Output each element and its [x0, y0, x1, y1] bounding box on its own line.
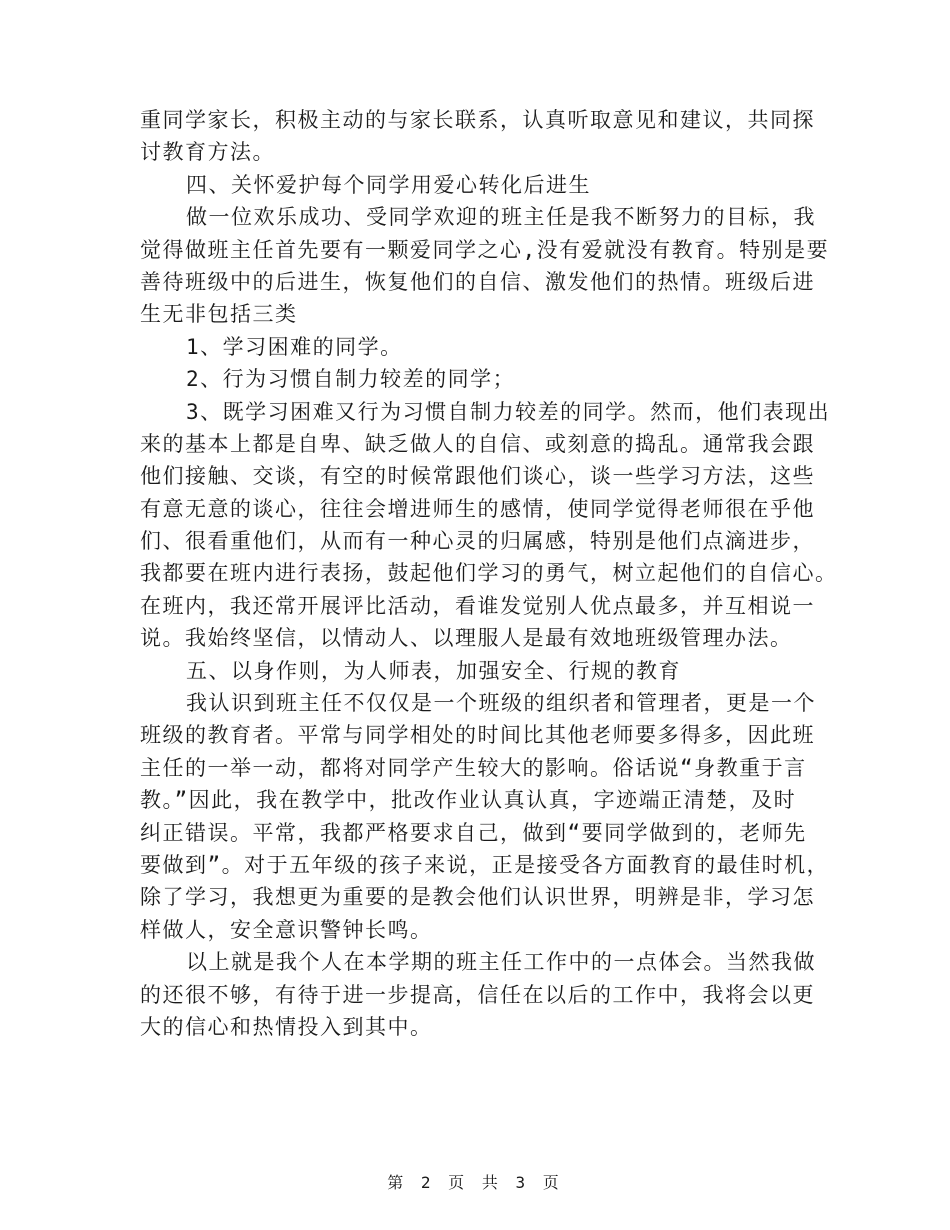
text-line: 来的基本上都是自卑、缺乏做人的自信、或刻意的捣乱。通常我会跟: [140, 431, 815, 456]
text-line: 以上就是我个人在本学期的班主任工作中的一点体会。当然我做: [186, 950, 816, 975]
text-line: 有意无意的谈心，往往会增进师生的感情，使同学觉得老师很在乎他: [140, 496, 815, 521]
text-line: 说。我始终坚信，以情动人、以理服人是最有效地班级管理办法。: [140, 626, 793, 651]
text-line: 做一位欢乐成功、受同学欢迎的班主任是我不断努力的目标，我: [186, 205, 816, 230]
text-line: 班级的教育者。平常与同学相处的时间比其他老师要多得多，因此班: [140, 723, 815, 748]
text-line: 在班内，我还常开展评比活动，看谁发觉别人优点最多，并互相说一: [140, 593, 815, 618]
page-footer: 第 2 页 共 3 页: [387, 1173, 563, 1192]
text-line: 善待班级中的后进生，恢复他们的自信、激发他们的热情。班级后进: [140, 269, 815, 294]
text-line: 们、很看重他们，从而有一种心灵的归属感，特别是他们点滴进步，: [140, 529, 815, 554]
text-line: 生无非包括三类: [140, 302, 298, 327]
text-line: 要做到”。对于五年级的孩子来说，正是接受各方面教育的最佳时机，: [140, 852, 830, 877]
text-line: 他们接触、交谈，有空的时候常跟他们谈心，谈一些学习方法，这些: [140, 464, 815, 489]
text-line: 样做人，安全意识警钟长鸣。: [140, 917, 433, 942]
document-body: [140, 104, 838, 1043]
text-line: 五、以身作则，为人师表，加强安全、行规的教育: [186, 658, 681, 683]
text-line: 3、既学习困难又行为习惯自制力较差的同学。然而，他们表现出: [186, 399, 831, 424]
text-line: 觉得做班主任首先要有一颗爱同学之心,没有爱就没有教育。特别是要: [140, 237, 830, 262]
text-line: 四、关怀爱护每个同学用爱心转化后进生: [186, 172, 591, 197]
text-line: 我认识到班主任不仅仅是一个班级的组织者和管理者，更是一个: [186, 691, 816, 716]
text-line: 除了学习，我想更为重要的是教会他们认识世界，明辨是非，学习怎: [140, 885, 815, 910]
text-line: 1、学习困难的同学。: [186, 334, 403, 359]
text-line: 纠正错误。平常，我都严格要求自己，做到“要同学做到的，老师先: [140, 820, 807, 845]
text-line: 主任的一举一动，都将对同学产生较大的影响。俗话说“身教重于言: [140, 755, 807, 780]
text-line: 2、行为习惯自制力较差的同学；: [186, 367, 516, 392]
text-line: 重同学家长，积极主动的与家长联系，认真听取意见和建议，共同探: [140, 108, 815, 132]
text-line: 教。”因此，我在教学中，批改作业认真认真，字迹端正清楚，及时: [140, 788, 797, 813]
text-line: 讨教育方法。: [140, 140, 275, 165]
text-line: 大的信心和热情投入到其中。: [140, 1014, 433, 1039]
text-line: 的还很不够，有待于进一步提高，信任在以后的工作中，我将会以更: [140, 982, 815, 1007]
text-line: 我都要在班内进行表扬，鼓起他们学习的勇气，树立起他们的自信心。: [140, 561, 838, 586]
